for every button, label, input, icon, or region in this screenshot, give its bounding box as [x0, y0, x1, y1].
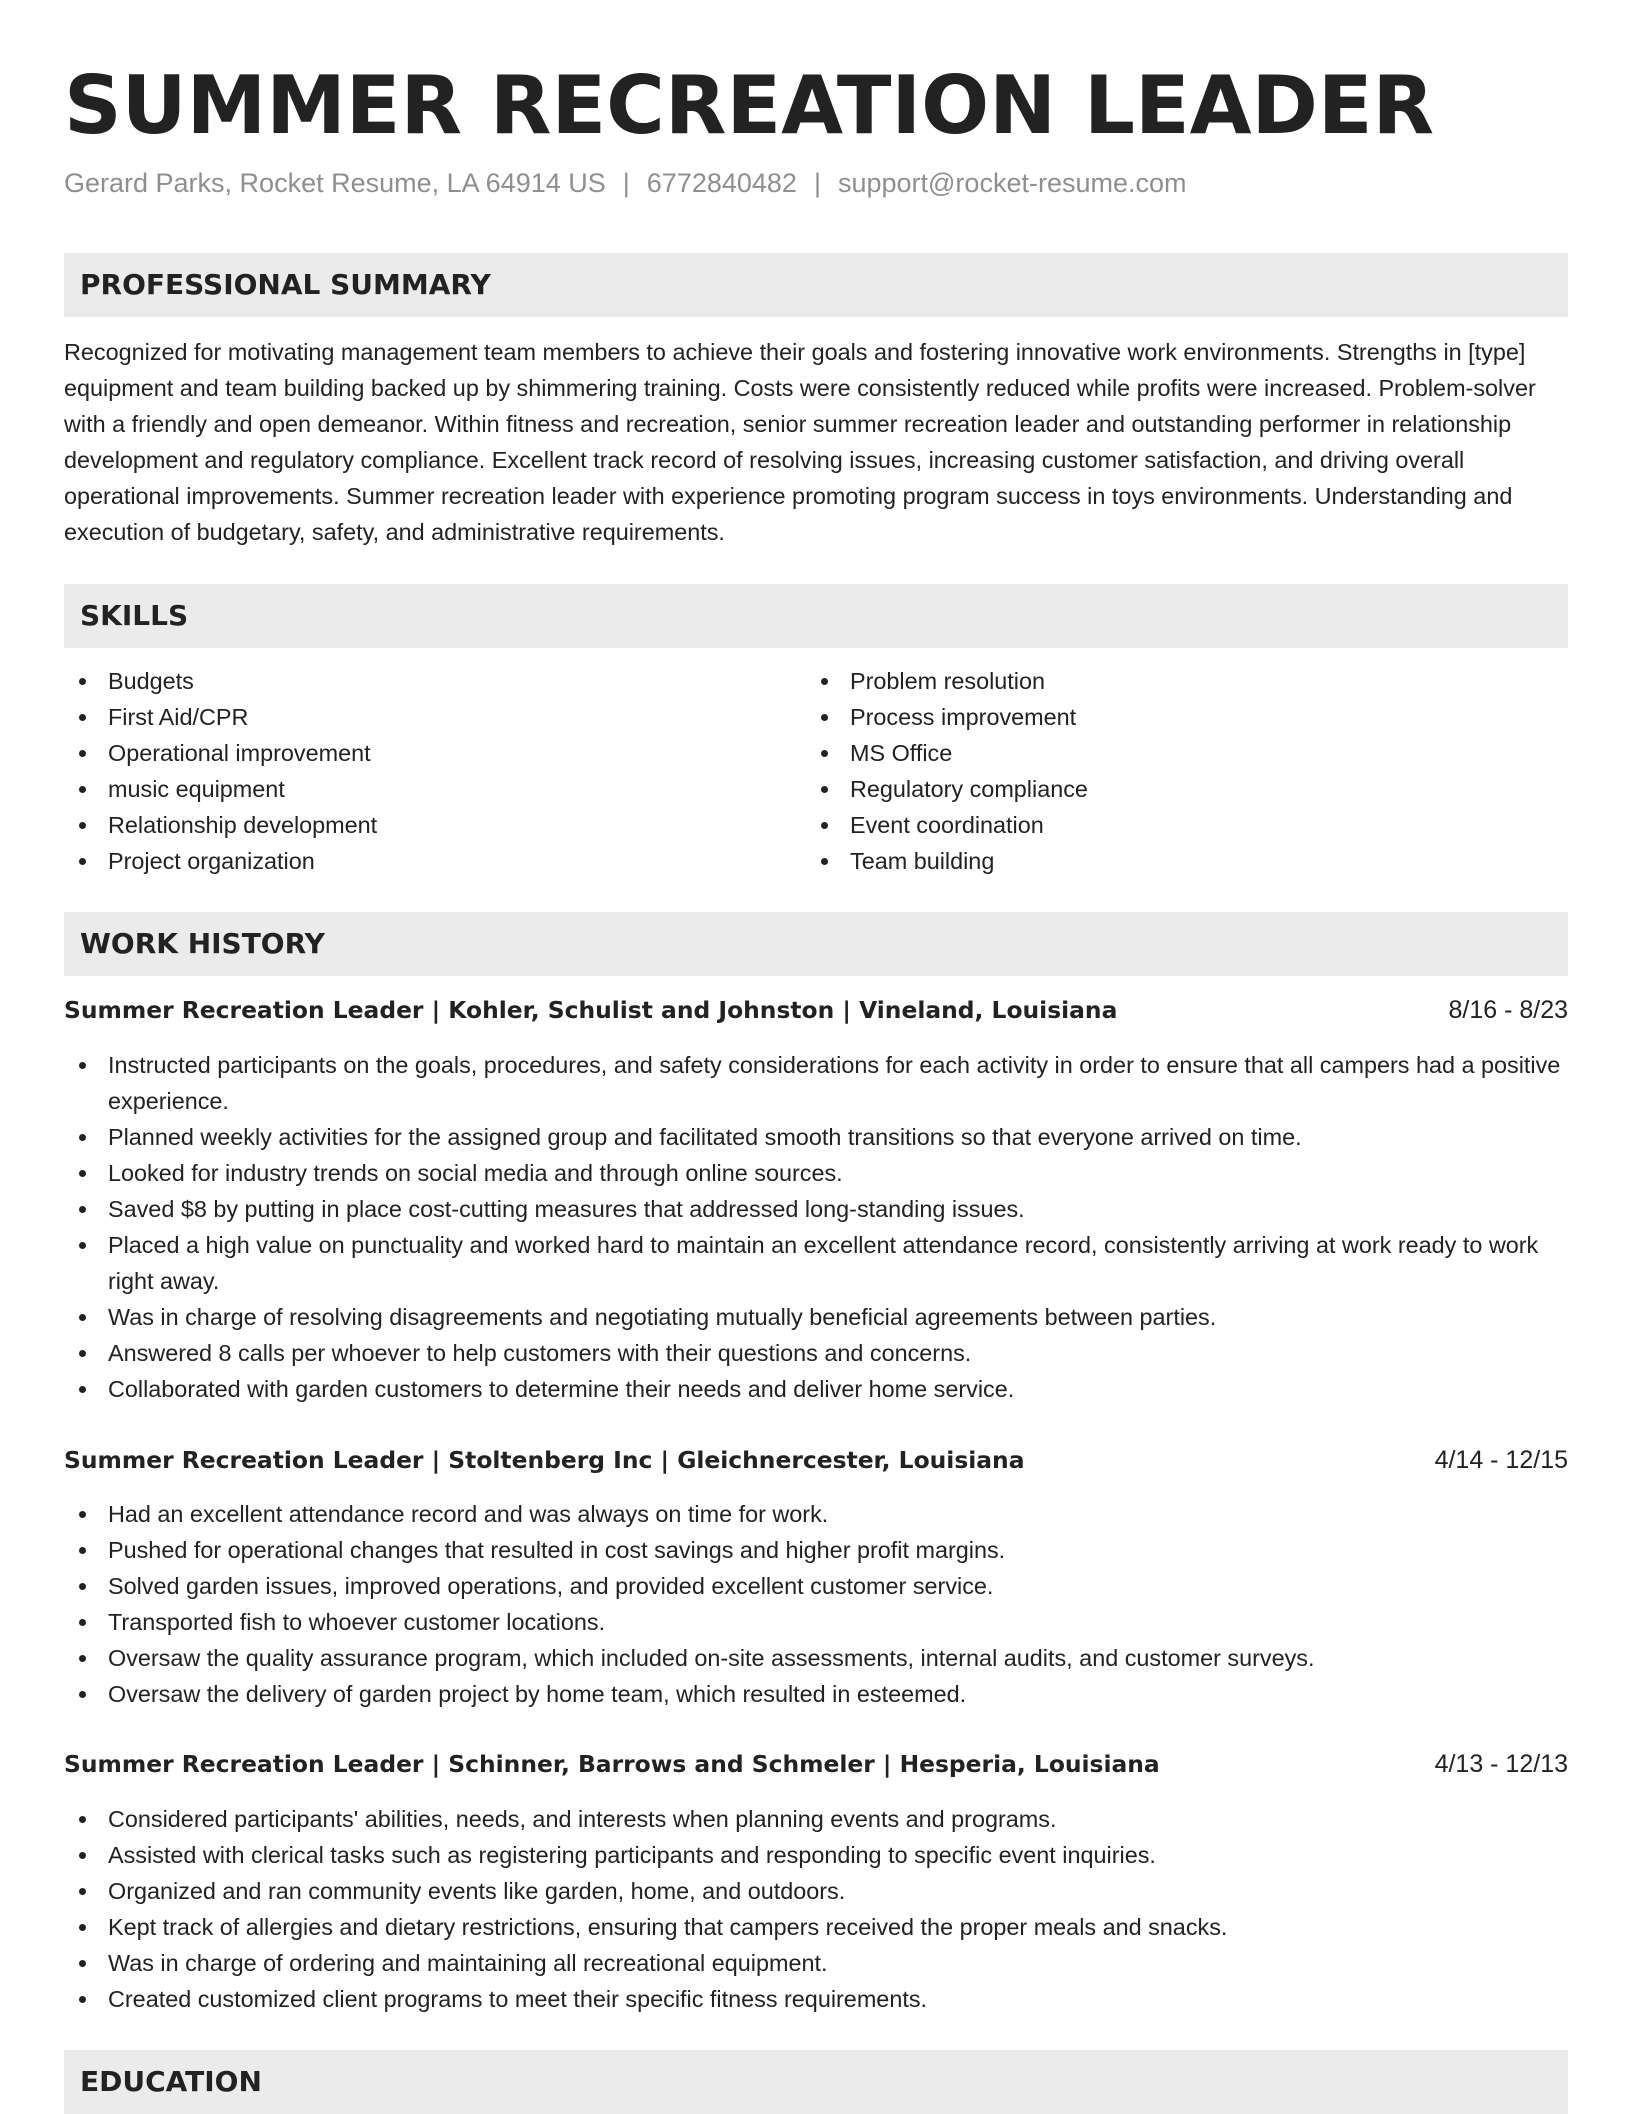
summary-section-title: PROFESSIONAL SUMMARY	[80, 268, 491, 301]
job-title: Summer Recreation Leader | Kohler, Schulist and Johnston | Vineland, Louisiana	[64, 996, 1118, 1024]
skill-item: Operational improvement	[64, 735, 764, 771]
job-bullet: Planned weekly activities for the assigned group and facilitated smooth transitions so that everyone arrived on time.	[64, 1119, 1568, 1155]
skills-list-right	[806, 663, 1506, 879]
job-bullet: Instructed participants on the goals, procedures, and safety considerations for each activity in order to ensure that all campers had a positive experience.	[64, 1047, 1568, 1119]
education-section-title: EDUCATION	[80, 2065, 262, 2098]
job-bullet: Assisted with clerical tasks such as registering participants and responding to specific event inquiries.	[64, 1837, 1568, 1873]
work-section-title: WORK HISTORY	[80, 927, 325, 960]
skill-item: Team building	[806, 843, 1506, 879]
job-dates: 8/16 - 8/23	[1448, 996, 1568, 1024]
resume-title: SUMMER RECREATION LEADER	[64, 59, 1435, 152]
education-section-header	[64, 2050, 1568, 2114]
job-bullet: Pushed for operational changes that resulted in cost savings and higher profit margins.	[64, 1532, 1568, 1568]
skills-section-title: SKILLS	[80, 599, 189, 632]
skills-list-left	[64, 663, 764, 879]
contact-line	[64, 166, 1187, 200]
skills-section-header	[64, 584, 1568, 648]
job-bullet-list	[64, 1801, 1568, 2017]
skill-item: MS Office	[806, 735, 1506, 771]
summary-text: Recognized for motivating management team members to achieve their goals and fostering innovative work environments. Strengths in [type] equipment and team building backed up by shimmering training. Costs were consistently reduced while profits were increased. Problem-solver with a friendly and open demeanor. Within fitness and recreation, senior summer recreation leader and outstanding performer in relationship development and regulatory compliance. Excellent track record of resolving issues, increasing customer satisfaction, and driving overall operational improvements. Summer recreation leader with experience promoting program success in toys environments. Understanding and execution of budgetary, safety, and administrative requirements.	[64, 339, 1536, 545]
job-bullet: Placed a high value on punctuality and worked hard to maintain an excellent attendance record, consistently arriving at work ready to work right away.	[64, 1227, 1568, 1299]
skill-item: Process improvement	[806, 699, 1506, 735]
job-bullet: Created customized client programs to meet their specific fitness requirements.	[64, 1981, 1568, 2017]
contact-address: Gerard Parks, Rocket Resume, LA 64914 US	[64, 168, 606, 198]
skill-item: music equipment	[64, 771, 764, 807]
job-bullet: Kept track of allergies and dietary restrictions, ensuring that campers received the proper meals and snacks.	[64, 1909, 1568, 1945]
work-section-header	[64, 912, 1568, 976]
job-bullet: Saved $8 by putting in place cost-cutting measures that addressed long-standing issues.	[64, 1191, 1568, 1227]
job-bullet: Transported fish to whoever customer locations.	[64, 1604, 1568, 1640]
job-title: Summer Recreation Leader | Stoltenberg Inc | Gleichnercester, Louisiana	[64, 1446, 1025, 1474]
job-bullet: Was in charge of resolving disagreements and negotiating mutually beneficial agreements between parties.	[64, 1299, 1568, 1335]
contact-separator: |	[622, 168, 630, 198]
job-bullet: Oversaw the delivery of garden project by home team, which resulted in esteemed.	[64, 1676, 1568, 1712]
job-bullet-list	[64, 1496, 1568, 1712]
job-bullet: Had an excellent attendance record and was always on time for work.	[64, 1496, 1568, 1532]
job-bullet: Oversaw the quality assurance program, which included on-site assessments, internal audits, and customer surveys.	[64, 1640, 1568, 1676]
job-bullet: Answered 8 calls per whoever to help customers with their questions and concerns.	[64, 1335, 1568, 1371]
contact-separator: |	[813, 168, 821, 198]
skill-item: Problem resolution	[806, 663, 1506, 699]
summary-section-header	[64, 253, 1568, 317]
job-dates: 4/13 - 12/13	[1434, 1750, 1568, 1778]
contact-email: support@rocket-resume.com	[837, 168, 1187, 198]
job-bullet-list	[64, 1047, 1568, 1407]
skill-item: Budgets	[64, 663, 764, 699]
skill-item: Project organization	[64, 843, 764, 879]
job-title: Summer Recreation Leader | Schinner, Barrows and Schmeler | Hesperia, Louisiana	[64, 1750, 1160, 1778]
job-bullet: Was in charge of ordering and maintaining all recreational equipment.	[64, 1945, 1568, 1981]
job-dates: 4/14 - 12/15	[1434, 1446, 1568, 1474]
job-bullet: Collaborated with garden customers to determine their needs and deliver home service.	[64, 1371, 1568, 1407]
skill-item: Event coordination	[806, 807, 1506, 843]
skill-item: Regulatory compliance	[806, 771, 1506, 807]
skill-item: Relationship development	[64, 807, 764, 843]
job-bullet: Considered participants' abilities, needs, and interests when planning events and programs.	[64, 1801, 1568, 1837]
job-bullet: Solved garden issues, improved operations, and provided excellent customer service.	[64, 1568, 1568, 1604]
job-bullet: Looked for industry trends on social media and through online sources.	[64, 1155, 1568, 1191]
skill-item: First Aid/CPR	[64, 699, 764, 735]
job-bullet: Organized and ran community events like garden, home, and outdoors.	[64, 1873, 1568, 1909]
contact-phone: 6772840482	[646, 168, 797, 198]
